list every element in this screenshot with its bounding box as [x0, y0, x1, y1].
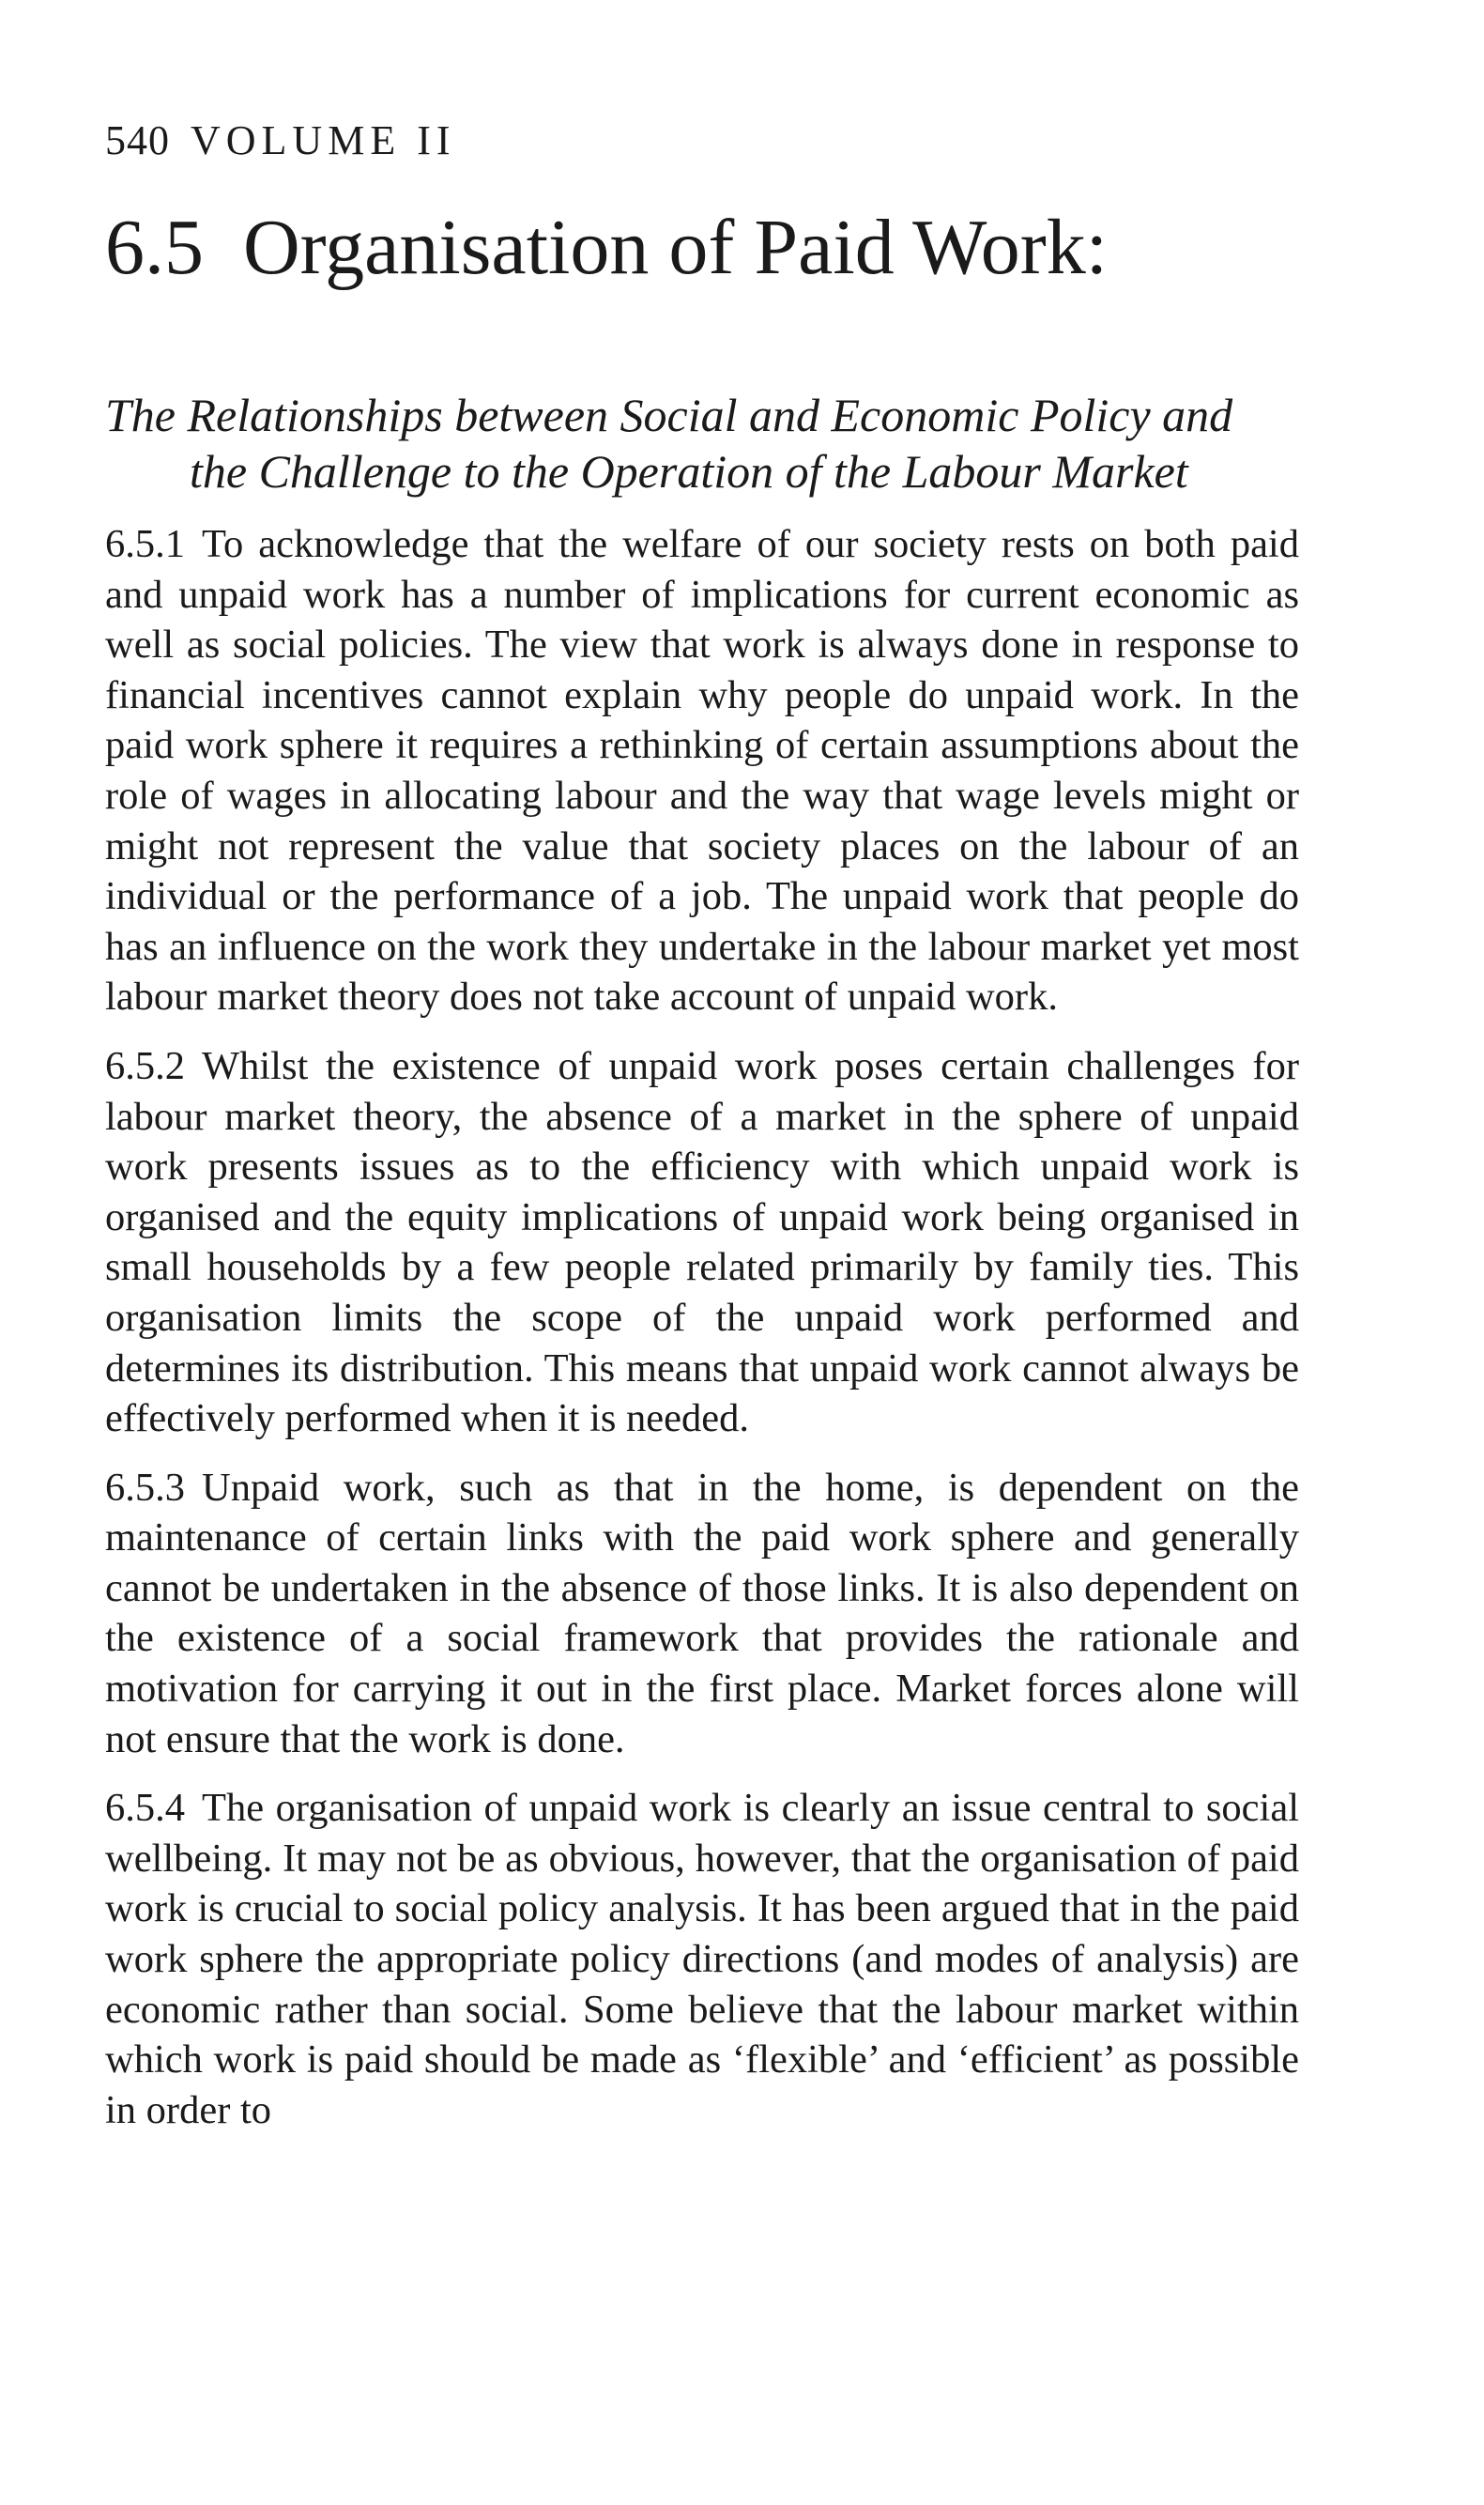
paragraph-6-5-3: [105, 1463, 1299, 1765]
section-subtitle: [105, 387, 1325, 499]
body-text: [105, 519, 1299, 2154]
paragraph-text: To acknowledge that the welfare of our society rests on both paid and unpaid work has a number of implications for current economic as well as social policies. The view that work is always done in response to financial incentives cannot explain why people do unpaid work. In the paid work sphere it requires a rethinking of certain assumptions about the role of wages in allocating labour and the way that wage levels might or might not represent the value that society places on the labour of an individual or the performance of a job. The unpaid work that people do has an influence on the work they undertake in the labour market yet most labour market theory does not take account of unpaid work.: [105, 522, 1299, 1020]
section-title: Organisation of Paid Work:: [243, 204, 1109, 291]
subtitle-line-1: The Relationships between Social and Economic Policy and: [105, 389, 1233, 441]
running-head: [105, 117, 456, 163]
paragraph-number: 6.5.3: [105, 1465, 185, 1510]
paragraph-number: 6.5.1: [105, 522, 185, 566]
paragraph-number: 6.5.2: [105, 1043, 185, 1088]
section-heading: [105, 204, 1109, 291]
paragraph-6-5-2: [105, 1041, 1299, 1444]
volume-label: VOLUME II: [191, 117, 456, 163]
paragraph-6-5-1: [105, 519, 1299, 1022]
section-number: 6.5: [105, 204, 204, 291]
paragraph-text: The organisation of unpaid work is clearly an issue central to social wellbeing. It may not be as obvious, however, that the organisation of paid work is crucial to social policy analysis. It has been argued that in the paid work sphere the appropriate policy directions (and modes of analysis) are economic rather than social. Some believe that the labour market within which work is paid should be made as ‘flexible’ and ‘efficient’ as possible in order to: [105, 1786, 1299, 2132]
paragraph-text: Unpaid work, such as that in the home, is dependent on the maintenance of certain links with the paid work sphere and generally cannot be undertaken in the absence of those links. It is also dependent on the existence of a social framework that provides the rationale and motivation for carrying it out in the first place. Market forces alone will not ensure that the work is done.: [105, 1465, 1299, 1761]
subtitle-line-2: the Challenge to the Operation of the Labour Market: [190, 445, 1188, 498]
paragraph-text: Whilst the existence of unpaid work poses certain challenges for labour market theory, the absence of a market in the sphere of unpaid work presents issues as to the efficiency with which unpaid work is organised and the equity implications of unpaid work being organised in small households by a few people related primarily by family ties. This organisation limits the scope of the unpaid work performed and determines its distribution. This means that unpaid work cannot always be effectively performed when it is needed.: [105, 1043, 1299, 1441]
paragraph-number: 6.5.4: [105, 1786, 185, 1831]
paragraph-6-5-4: [105, 1783, 1299, 2135]
page-number: 540: [105, 117, 170, 163]
